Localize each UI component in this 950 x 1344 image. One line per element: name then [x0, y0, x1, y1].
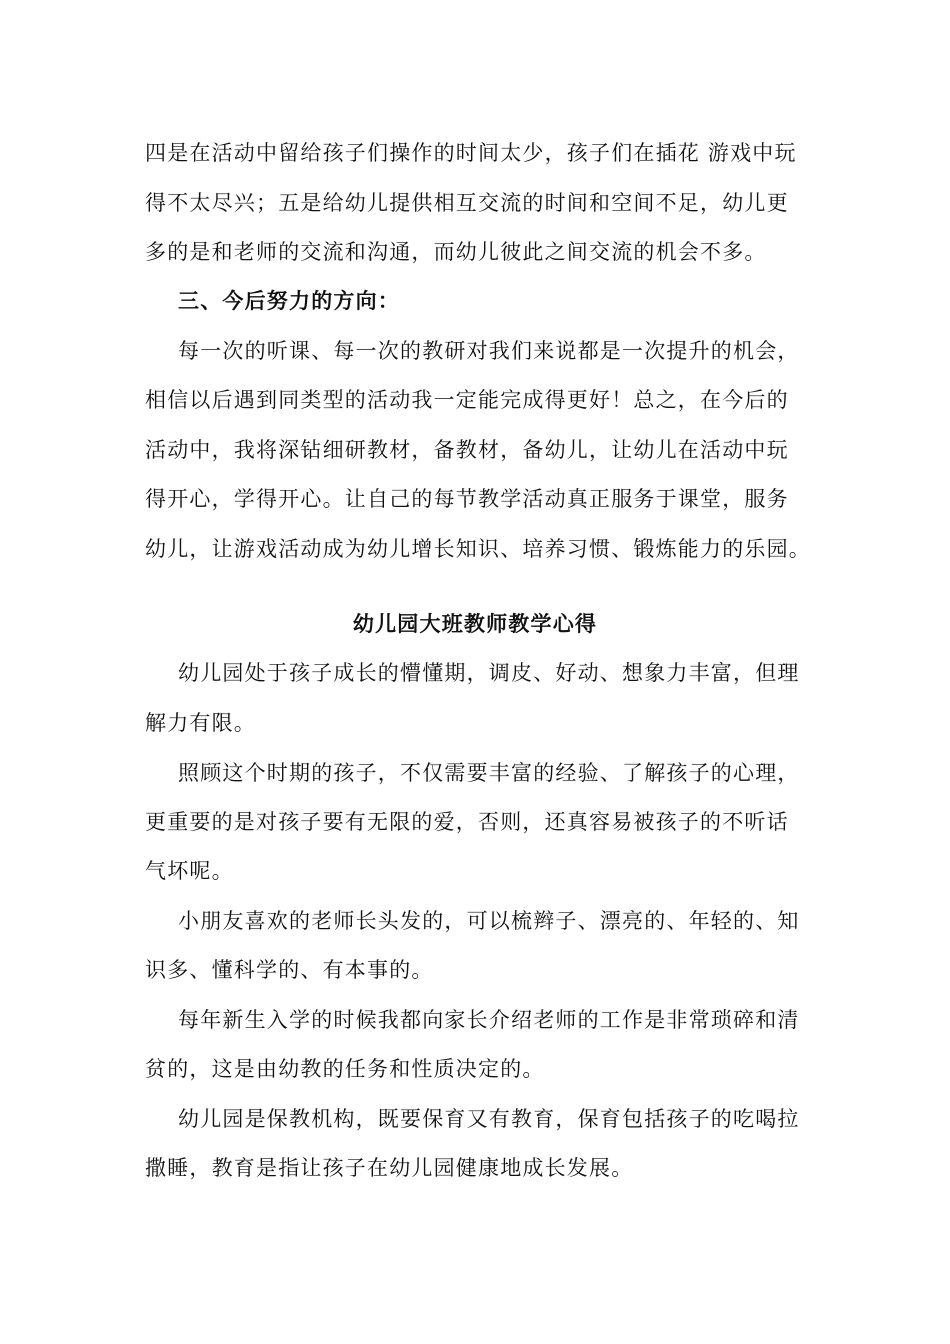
- text-line: 每一次的听课、每一次的教研对我们来说都是一次提升的机会，: [178, 339, 800, 363]
- text-line: 幼儿，让游戏活动成为幼儿增长知识、培养习惯、锻炼能力的乐园。: [145, 537, 811, 561]
- section-heading: 三、今后努力的方向：: [178, 288, 400, 313]
- text-line: 撒睡，教育是指让孩子在幼儿园健康地成长发展。: [145, 1156, 634, 1180]
- text-line: 贫的，这是由幼教的任务和性质决定的。: [145, 1057, 545, 1081]
- text-line: 幼儿园是保教机构，既要保育又有教育，保育包括孩子的吃喝拉: [178, 1107, 800, 1131]
- text-line: 活动中，我将深钻细研教材，备教材，备幼儿，让幼儿在活动中玩: [145, 438, 789, 462]
- text-line: 每年新生入学的时候我都向家长介绍老师的工作是非常琐碎和清: [178, 1008, 800, 1032]
- document-title: 幼儿园大班教师教学心得: [352, 611, 598, 636]
- text-line: 得不太尽兴；五是给幼儿提供相互交流的时间和空间不足，幼儿更: [145, 191, 789, 215]
- text-line: 解力有限。: [145, 711, 256, 735]
- text-line: 气坏呢。: [145, 859, 234, 883]
- text-line: 多的是和老师的交流和沟通，而幼儿彼此之间交流的机会不多。: [145, 240, 767, 264]
- text-line: 照顾这个时期的孩子，不仅需要丰富的经验、了解孩子的心理，: [178, 761, 800, 785]
- text-line: 相信以后遇到同类型的活动我一定能完成得更好！总之，在今后的: [145, 388, 789, 412]
- text-line: 更重要的是对孩子要有无限的爱，否则，还真容易被孩子的不听话: [145, 810, 789, 834]
- text-line: 小朋友喜欢的老师长头发的，可以梳辫子、漂亮的、年轻的、知: [178, 909, 800, 933]
- text-line: 四是在活动中留给孩子们操作的时间太少，孩子们在插花 游戏中玩: [145, 141, 797, 165]
- text-line: 得开心，学得开心。让自己的每节教学活动真正服务于课堂，服务: [145, 487, 789, 511]
- text-line: 识多、懂科学的、有本事的。: [145, 958, 434, 982]
- text-line: 幼儿园处于孩子成长的懵懂期，调皮、好动、想象力丰富，但理: [178, 661, 800, 685]
